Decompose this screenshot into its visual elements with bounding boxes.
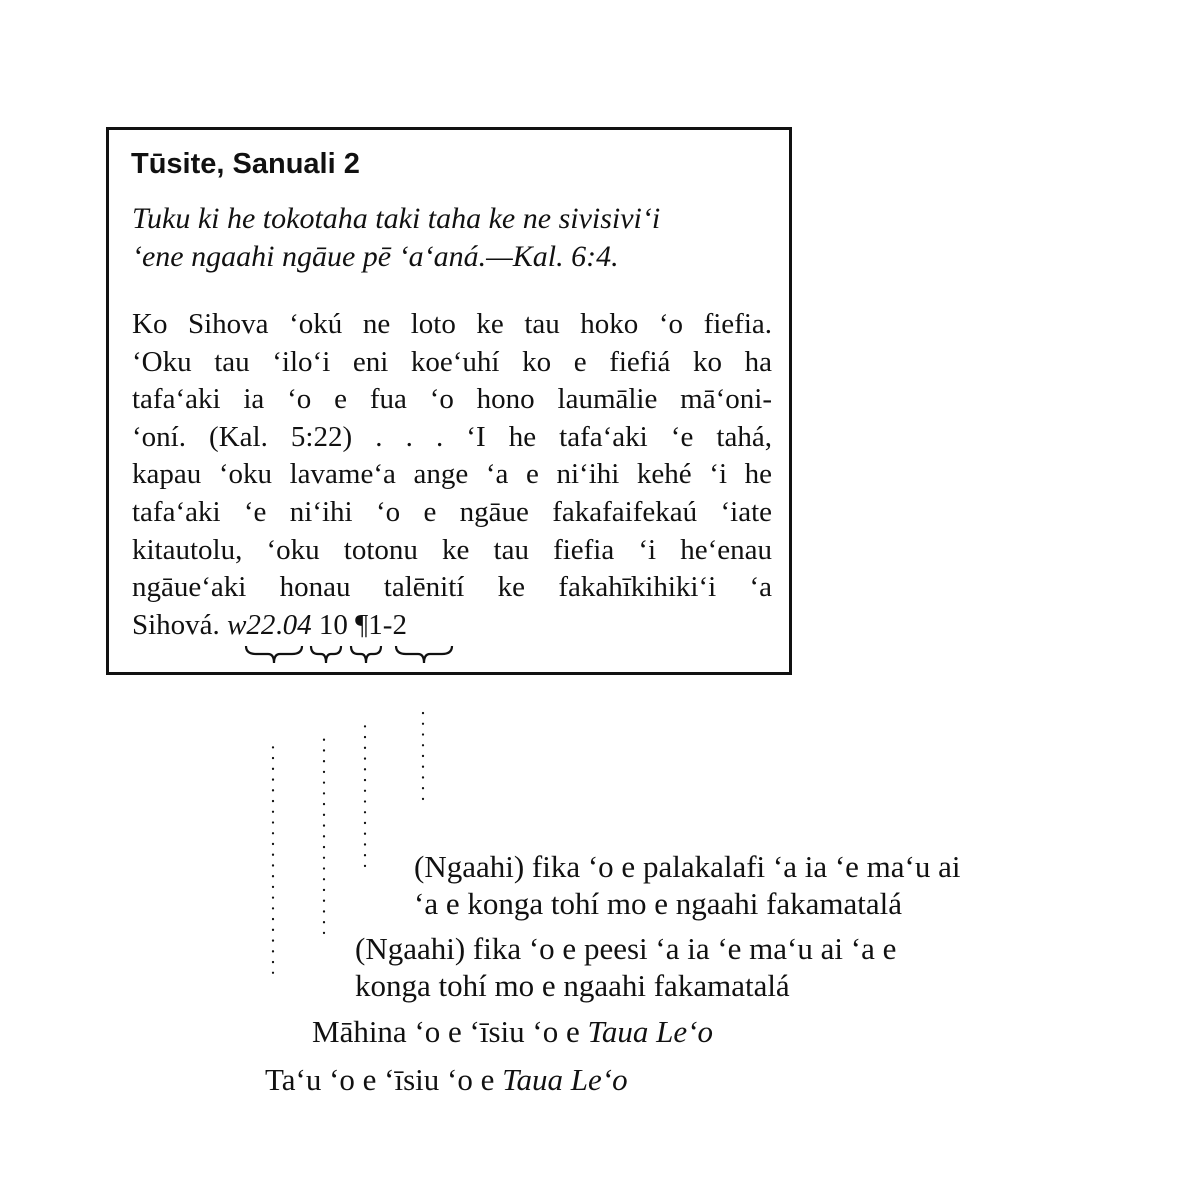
page-leader-line — [363, 688, 367, 914]
page-brace-icon — [349, 644, 383, 666]
paragraph-brace-icon — [394, 644, 454, 666]
body-line-3: tafa‘aki ia ‘o e fua ‘o hono laumālie mā‘oni- — [132, 383, 772, 416]
body-last-text: Sihová. — [132, 608, 220, 641]
reference-publication: w22 — [227, 608, 276, 641]
theme-scripture — [132, 200, 772, 276]
month-explanation-title: Taua Le‘o — [587, 1014, 713, 1049]
body-line-2: ‘Oku tau ‘ilo‘i eni koe‘uhí ko e fiefiá ko ha — [132, 345, 772, 378]
date-heading: Tūsite, Sanuali 2 — [131, 148, 360, 180]
body-line-4: ‘oní. (Kal. 5:22) . . . ‘I he tafa‘aki ‘e tahá, — [132, 420, 772, 453]
paragraph-leader-line — [421, 688, 425, 834]
body-line-1: Ko Sihova ‘okú ne loto ke tau hoko ‘o fiefia. — [132, 308, 772, 340]
paragraph-explanation-line-2: ‘a e konga tohí mo e ngaahi fakamatalá — [414, 886, 903, 921]
body-line-7: kitautolu, ‘oku totonu ke tau fiefia ‘i he‘enau — [132, 533, 772, 566]
paragraph-explanation-line-1: (Ngaahi) fika ‘o e palakalafi ‘a ia ‘e ma‘u ai — [414, 849, 961, 884]
page-explanation-line-1: (Ngaahi) fika ‘o e peesi ‘a ia ‘e ma‘u ai ‘a e — [355, 931, 897, 966]
reference-paragraph: ¶1-2 — [355, 608, 407, 641]
year-explanation-title: Taua Le‘o — [502, 1062, 628, 1097]
month-leader-line — [322, 688, 326, 994]
reference-dot: . — [275, 608, 283, 641]
page-explanation — [355, 930, 896, 1004]
verse-line-1: Tuku ki he tokotaha taki taha ke ne sivisivi‘i — [132, 202, 661, 235]
verse-line-2: ‘ene ngaahi ngāue pē ‘a‘aná.—Kal. 6:4. — [132, 240, 619, 273]
body-line-5: kapau ‘oku lavame‘a ange ‘a e ni‘ihi kehé ‘i he — [132, 458, 772, 491]
comment-paragraph — [132, 306, 772, 644]
year-explanation-text: Ta‘u ‘o e ‘īsiu ‘o e — [265, 1062, 503, 1097]
body-line-8: ngāue‘aki honau talēnití ke fakahīkihiki‘i ‘a — [132, 571, 772, 604]
body-line-9 — [132, 607, 772, 645]
year-explanation — [265, 1061, 628, 1098]
body-line-6: tafa‘aki ‘e ni‘ihi ‘o e ngāue fakafaifekaú ‘iate — [132, 495, 772, 528]
page-explanation-line-2: konga tohí mo e ngaahi fakamatalá — [355, 968, 790, 1003]
reference-issue: 04 — [282, 608, 312, 641]
year-leader-line — [271, 688, 275, 1040]
issue-brace-icon — [309, 644, 343, 666]
month-explanation — [312, 1013, 713, 1050]
month-explanation-text: Māhina ‘o e ‘īsiu ‘o e — [312, 1014, 588, 1049]
reference-page: 10 — [318, 608, 348, 641]
paragraph-explanation — [414, 848, 961, 922]
publication-brace-icon — [244, 644, 304, 666]
